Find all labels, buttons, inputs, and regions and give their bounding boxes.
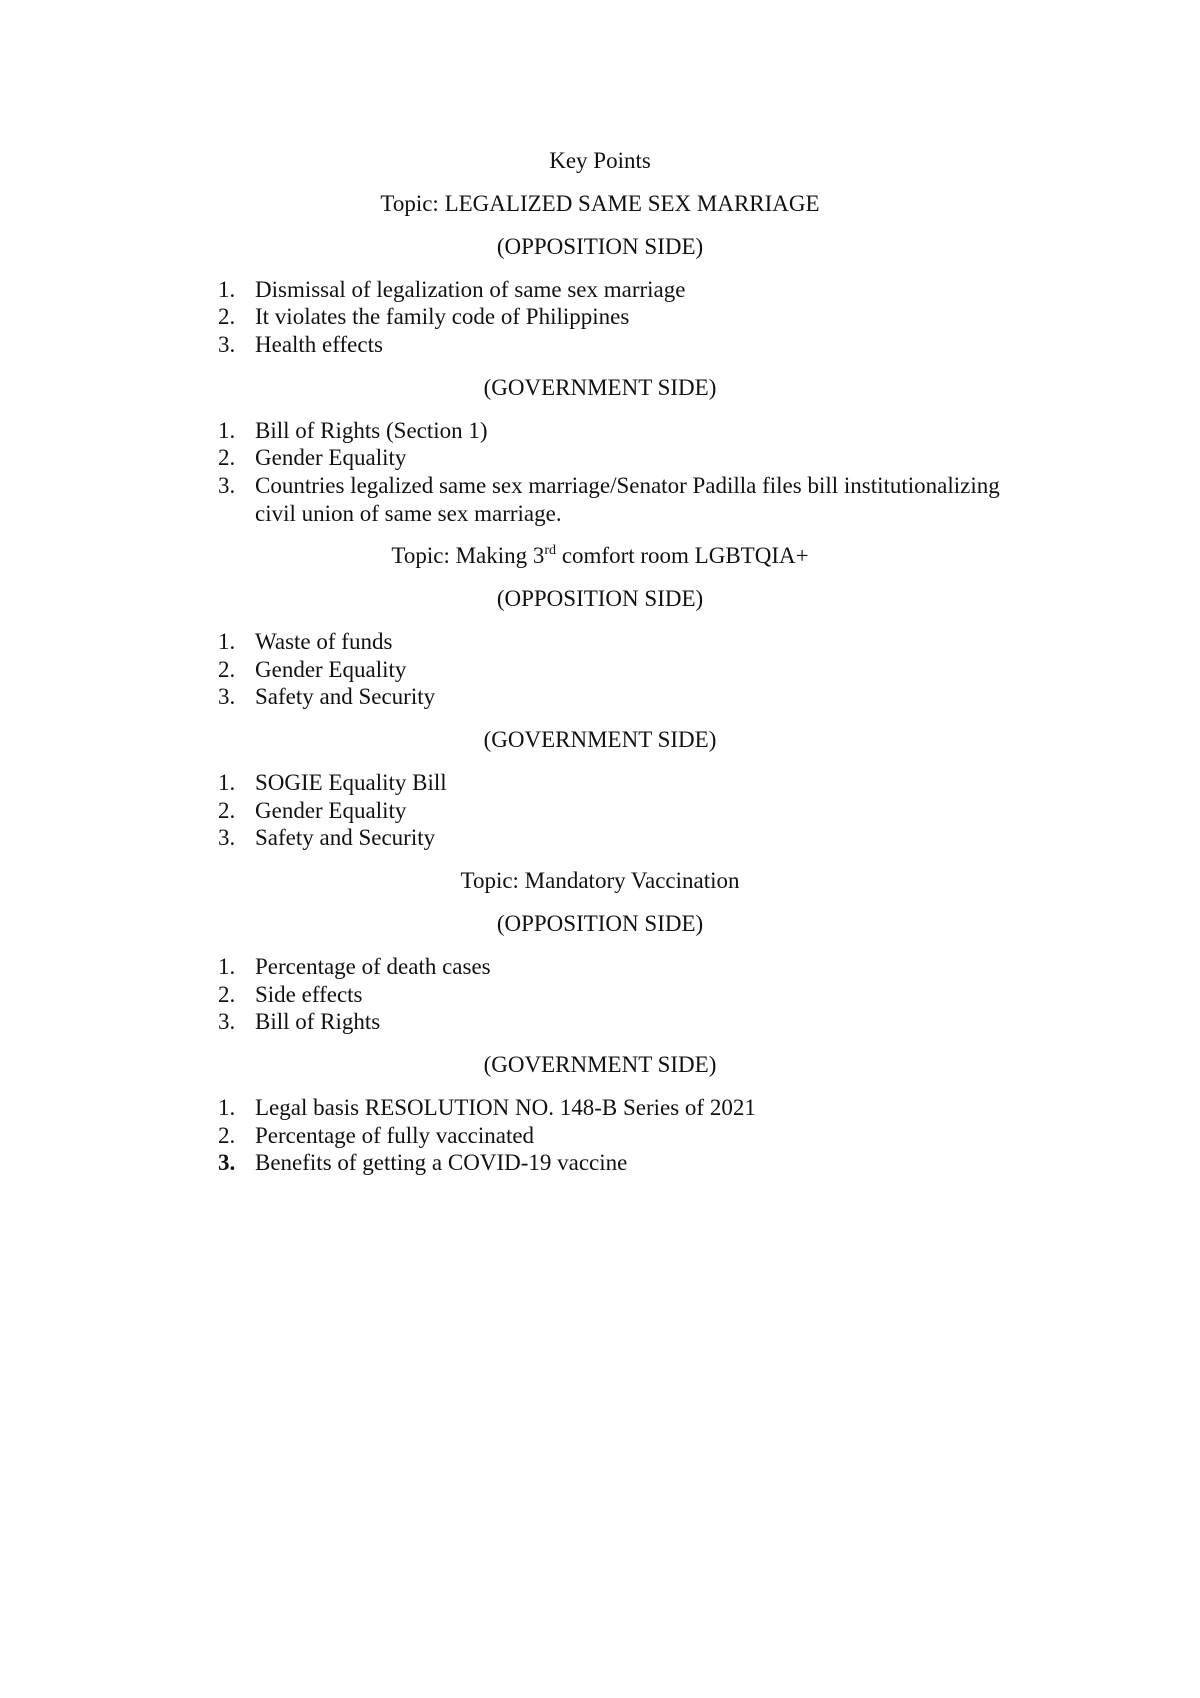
- list-text: civil union of same sex marriage.: [255, 501, 562, 526]
- list-number: 2.: [218, 1123, 236, 1148]
- list-number: 3.: [218, 684, 236, 709]
- list-text: Health effects: [255, 332, 383, 357]
- government-side-label: (GOVERNMENT SIDE): [483, 1052, 717, 1077]
- list-number: 3.: [218, 1009, 236, 1034]
- list-text: Bill of Rights: [255, 1009, 381, 1034]
- topic-heading-suffix: comfort room LGBTQIA+: [556, 543, 809, 568]
- list-number: 1.: [218, 770, 236, 795]
- opposition-side-label: (OPPOSITION SIDE): [496, 911, 704, 936]
- list-text: Legal basis RESOLUTION NO. 148-B Series of 2021: [255, 1095, 756, 1120]
- topic-heading-comfort-room: [0, 541, 1200, 571]
- list-text: Countries legalized same sex marriage/Senator Padilla files bill institutionalizing: [255, 473, 1000, 498]
- topic-heading-superscript: rd: [544, 543, 557, 558]
- list-text: Side effects: [255, 982, 363, 1007]
- document-title: Key Points: [549, 148, 651, 173]
- list-number: 1.: [218, 418, 236, 443]
- list-text: Safety and Security: [255, 684, 436, 709]
- list-text: Percentage of fully vaccinated: [255, 1123, 535, 1148]
- list-text: Gender Equality: [255, 657, 407, 682]
- list-text: Waste of funds: [255, 629, 393, 654]
- topic-heading-mandatory-vaccination: Topic: Mandatory Vaccination: [460, 868, 740, 893]
- list-number: 1.: [218, 954, 236, 979]
- government-side-label: (GOVERNMENT SIDE): [483, 727, 717, 752]
- list-number: 3.: [218, 473, 236, 498]
- topic-heading-prefix: Topic: Making 3: [391, 543, 545, 568]
- list-number: 2.: [218, 982, 236, 1007]
- list-number: 3.: [218, 1150, 236, 1175]
- list-text: Dismissal of legalization of same sex marriage: [255, 277, 686, 302]
- list-number: 2.: [218, 304, 236, 329]
- list-text: Benefits of getting a COVID-19 vaccine: [255, 1150, 628, 1175]
- government-side-label: (GOVERNMENT SIDE): [483, 375, 717, 400]
- opposition-side-label: (OPPOSITION SIDE): [496, 586, 704, 611]
- list-text: Gender Equality: [255, 445, 407, 470]
- topic-heading-same-sex-marriage: Topic: LEGALIZED SAME SEX MARRIAGE: [380, 191, 820, 216]
- list-number: 1.: [218, 1095, 236, 1120]
- list-number: 1.: [218, 277, 236, 302]
- list-text: SOGIE Equality Bill: [255, 770, 447, 795]
- list-text: Gender Equality: [255, 798, 407, 823]
- list-text: Bill of Rights (Section 1): [255, 418, 488, 443]
- list-text: Percentage of death cases: [255, 954, 491, 979]
- list-number: 3.: [218, 825, 236, 850]
- list-number: 3.: [218, 332, 236, 357]
- list-number: 2.: [218, 445, 236, 470]
- list-number: 2.: [218, 657, 236, 682]
- opposition-side-label: (OPPOSITION SIDE): [496, 234, 704, 259]
- list-number: 1.: [218, 629, 236, 654]
- list-text: Safety and Security: [255, 825, 436, 850]
- list-number: 2.: [218, 798, 236, 823]
- list-text: It violates the family code of Philippines: [255, 304, 630, 329]
